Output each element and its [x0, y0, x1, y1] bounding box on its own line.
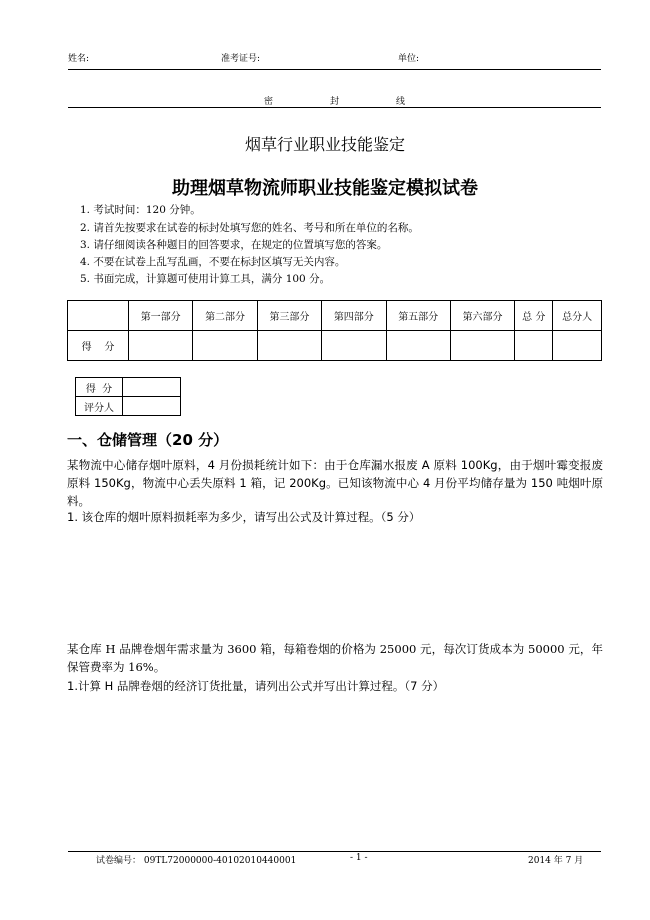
header-rule [68, 69, 601, 70]
score-table [67, 300, 602, 361]
instruction-4: 4. 不要在试卷上乱写乱画，不要在标封区填写无关内容。 [80, 256, 346, 268]
section-grader-row [76, 397, 181, 416]
score-cell-part6[interactable] [450, 331, 514, 361]
score-header-part5: 第五部分 [386, 301, 450, 331]
score-cell-grader[interactable] [553, 331, 602, 361]
unit-label: 单位: [398, 54, 420, 64]
footer-rule [68, 851, 601, 852]
seal-rule [68, 107, 601, 108]
score-cell-part4[interactable] [322, 331, 386, 361]
section-1-question-1: 1. 该仓库的烟叶原料损耗率为多少，请写出公式及计算过程。（5 分） [67, 510, 421, 524]
score-header-part6: 第六部分 [450, 301, 514, 331]
score-header-part3: 第三部分 [257, 301, 321, 331]
section-grader-label: 评分人 [76, 397, 123, 416]
section-grader-cell[interactable] [123, 397, 181, 416]
score-cell-part3[interactable] [257, 331, 321, 361]
score-cell-part5[interactable] [386, 331, 450, 361]
score-cell-part2[interactable] [193, 331, 257, 361]
score-header-part1: 第一部分 [129, 301, 193, 331]
page-number: - 1 - [350, 853, 368, 863]
score-table-header-row [68, 301, 602, 331]
score-header-grader: 总分人 [553, 301, 602, 331]
seal-char-2: 封 [330, 97, 340, 107]
score-header-part2: 第二部分 [193, 301, 257, 331]
paper-number: 试卷编号： 09TL72000000-40102010440001 [96, 856, 297, 866]
section-1-question-2: 1.计算 H 品牌卷烟的经济订货批量，请列出公式并写出计算过程。（7 分） [67, 679, 445, 693]
section-1-paragraph-2: 某仓库 H 品牌卷烟年需求量为 3600 箱，每箱卷烟的价格为 25000 元，每次订货成本为 50000 元，年保管费率为 16%。 [67, 642, 603, 674]
section-score-table [75, 377, 181, 416]
instruction-2: 2. 请首先按要求在试卷的标封处填写您的姓名、考号和所在单位的名称。 [80, 222, 419, 234]
name-label: 姓名: [68, 54, 90, 64]
score-header-total: 总 分 [515, 301, 553, 331]
section-1-title: 一、仓储管理（20 分） [67, 431, 229, 449]
exam-date: 2014 年 7 月 [528, 856, 584, 866]
section-1-paragraph-1: 某物流中心储存烟叶原料，4 月份损耗统计如下：由于仓库漏水报废 A 原料 100Kg，由于烟叶霉变报废原料 150Kg，物流中心丢失原料 1 箱，记 200Kg。已知该物流中心 4 月份平均储存量为 150 吨烟叶原料。 [67, 458, 603, 508]
score-row-label: 得 分 [68, 331, 129, 361]
score-header-part4: 第四部分 [322, 301, 386, 331]
section-score-cell[interactable] [123, 378, 181, 397]
instruction-3: 3. 请仔细阅读各种题目的回答要求，在规定的位置填写您的答案。 [80, 239, 388, 251]
score-cell-part1[interactable] [129, 331, 193, 361]
exam-number-label: 准考证号: [221, 54, 261, 64]
score-table-value-row [68, 331, 602, 361]
instruction-5: 5. 书面完成，计算题可使用计算工具，满分 100 分。 [80, 273, 331, 285]
score-table-corner-cell [68, 301, 129, 331]
seal-char-1: 密 [264, 97, 274, 107]
section-score-row [76, 378, 181, 397]
instruction-1: 1. 考试时间：120 分钟。 [80, 204, 201, 216]
score-cell-total[interactable] [515, 331, 553, 361]
exam-title: 助理烟草物流师职业技能鉴定模拟试卷 [172, 178, 478, 199]
section-score-label: 得 分 [76, 378, 123, 397]
page-title: 烟草行业职业技能鉴定 [244, 135, 405, 154]
seal-char-3: 线 [396, 97, 406, 107]
